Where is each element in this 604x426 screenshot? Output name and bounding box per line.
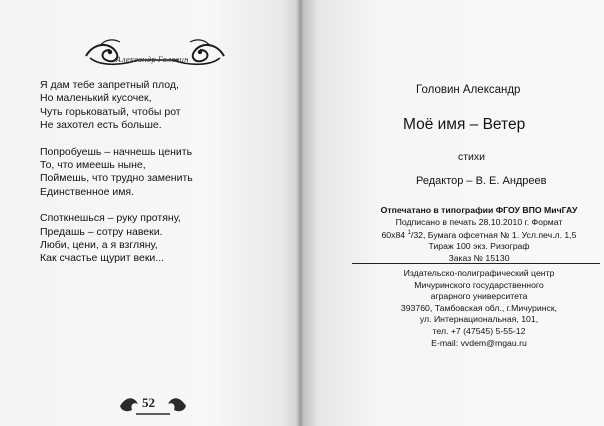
author-name: Головин Александр xyxy=(416,84,521,96)
editor-credit: Редактор – В. Е. Андреев xyxy=(416,175,547,187)
publisher-email: E-mail: vvdem@mgau.ru xyxy=(431,337,527,348)
format-details: /32, Бумага офсетная № 1. Усл.печ.л. 1,5 xyxy=(410,229,577,240)
stanza xyxy=(40,79,280,133)
stanza xyxy=(40,212,280,266)
printed-at: Отпечатано в типографии ФГОУ ВПО МичГАУ xyxy=(380,205,578,215)
page-number-block xyxy=(118,392,188,418)
header-ornament-icon xyxy=(80,36,230,70)
publisher-line: Мичуринского государственного xyxy=(414,279,544,290)
poem-line: Споткнешься – руку протяну, xyxy=(40,212,181,225)
poem xyxy=(40,79,280,279)
poem-line: Единственное имя. xyxy=(40,185,135,198)
publisher-line: Издательско-полиграфический центр xyxy=(403,268,555,278)
publisher-line: ул. Интернациональная, 101, xyxy=(419,314,539,325)
poem-line: Люби, цени, а я взгляну, xyxy=(40,239,158,252)
poem-line: Но маленький кусочек, xyxy=(40,92,152,105)
publisher-line: аграрного университета xyxy=(430,291,528,302)
poem-line: Как счастье щурит веки... xyxy=(40,252,165,265)
stanza xyxy=(40,146,280,200)
poem-line: Чуть горьковатый, чтобы рот xyxy=(40,105,181,118)
book-genre: стихи xyxy=(458,151,486,163)
format-superscript: 1 xyxy=(407,230,411,236)
poem-line: Предашь – сотру навеки. xyxy=(40,225,163,238)
imprint-block xyxy=(360,205,598,264)
left-page xyxy=(0,0,300,426)
divider xyxy=(352,263,600,264)
format-line xyxy=(360,228,598,241)
poem-line: Поймешь, что трудно заменить xyxy=(40,172,193,185)
publisher-line: тел. +7 (47545) 5-55-12 xyxy=(432,325,526,336)
print-run: Тираж 100 экз. Ризограф xyxy=(428,241,530,252)
book-title: Моё имя – Ветер xyxy=(403,116,526,133)
publisher-line: 393760, Тамбовская обл., г.Мичуринск, xyxy=(400,302,558,313)
order-number: Заказ № 15130 xyxy=(448,252,510,263)
poem-line: То, что имеешь ныне, xyxy=(40,159,146,172)
publisher-block xyxy=(360,268,598,349)
poem-line: Не захотел есть больше. xyxy=(40,119,162,132)
poem-line: Попробуешь – начнешь ценить xyxy=(40,145,193,158)
signed-to-print: Подписано в печать 28.10.2010 г. Формат xyxy=(395,216,563,227)
poem-line: Я дам тебе запретный плод, xyxy=(40,79,179,91)
signature: Александр Головин xyxy=(116,56,189,64)
page-number: 52 xyxy=(142,395,155,410)
format-size: 60х84 xyxy=(381,229,406,240)
